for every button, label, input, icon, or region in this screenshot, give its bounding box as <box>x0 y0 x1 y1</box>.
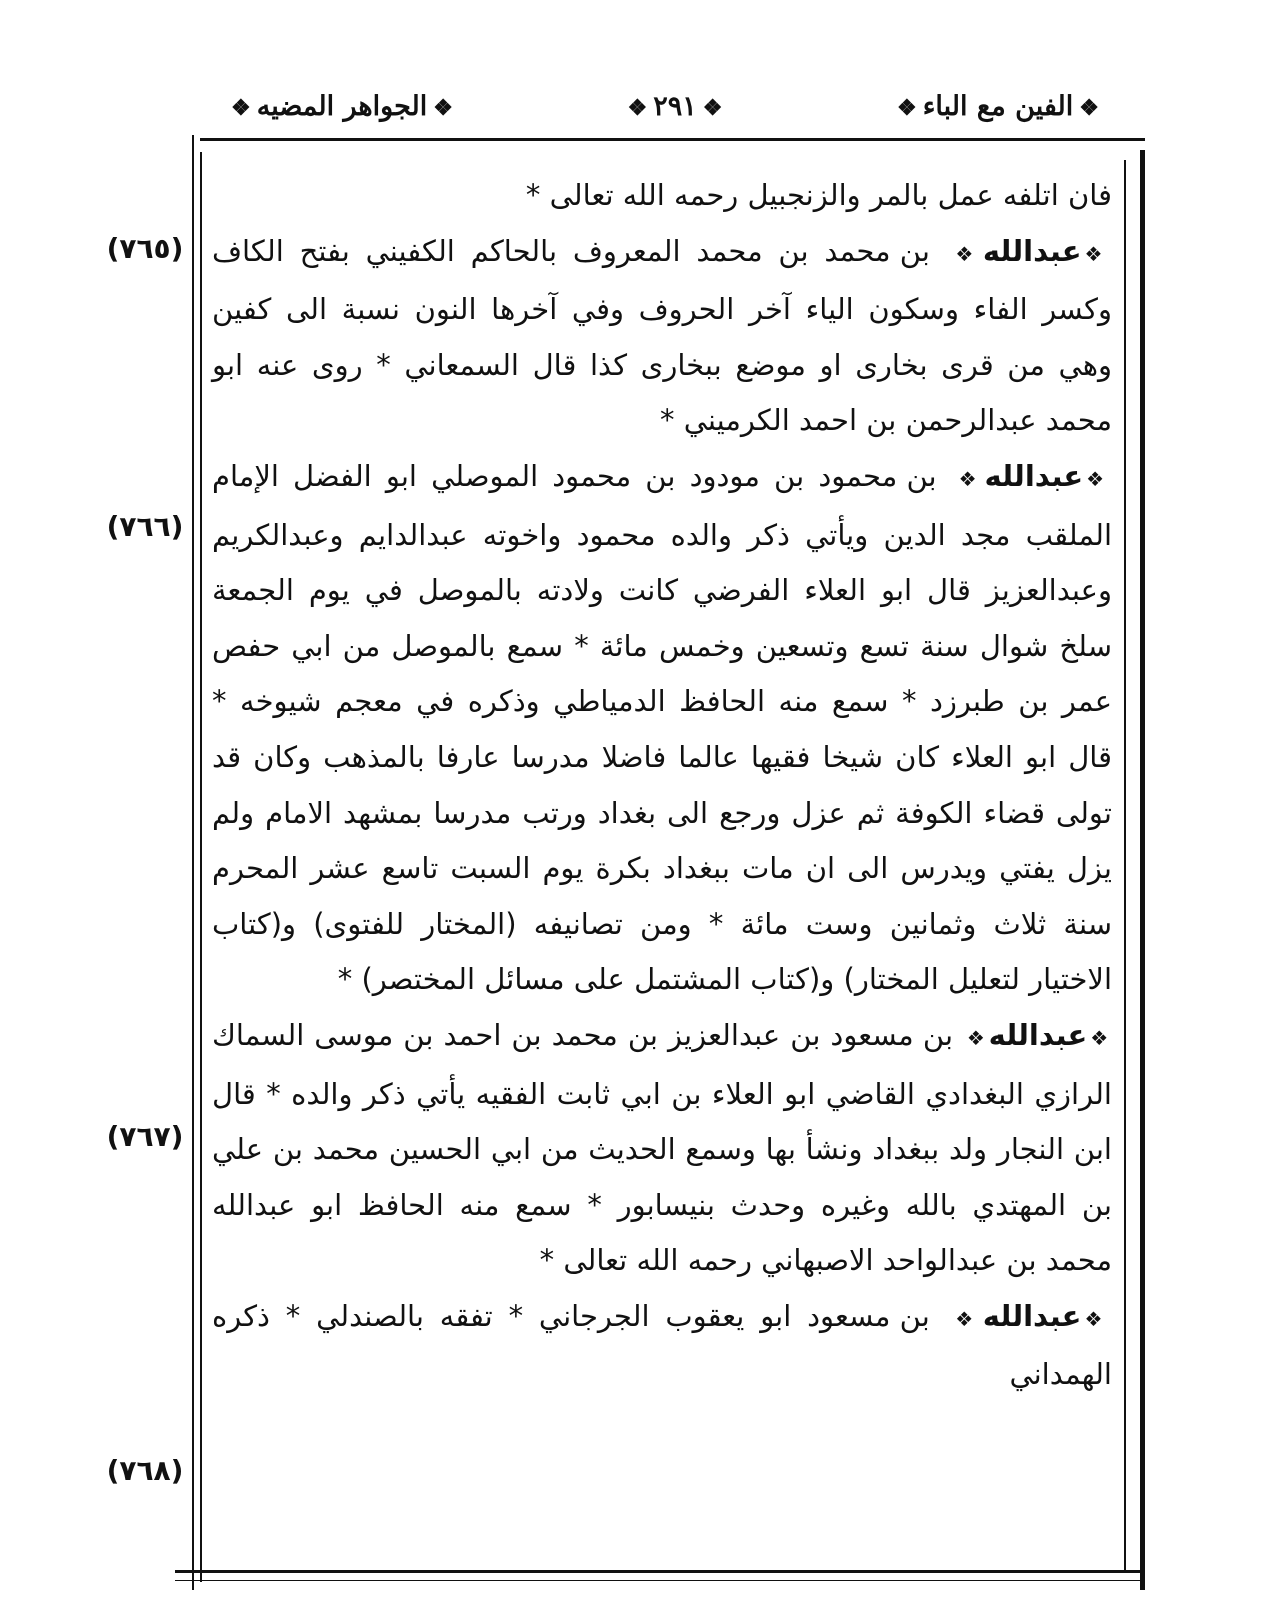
frame-right-inner <box>1124 160 1126 1570</box>
ornament-icon: ❖ <box>948 1306 980 1331</box>
entry-text: بن مسعود بن عبدالعزيز بن محمد بن احمد بن موسى السماك الرازي البغدادي القاضي ابو العلاء بن ابي ثابت الفقيه يأتي ذكر والده * قال ابن النجار ولد ببغداد ونشأ بها وسمع الحديث من ابي الحسين محمد بن علي بن المهتدي بالله وغيره وحدث بنيسابور * سمع منه الحافظ ابو عبدالله محمد بن عبدالواحد الاصبهاني رحمه الله تعالى * <box>212 1017 1112 1278</box>
ornament-icon: ❖ <box>231 94 251 121</box>
entry-number-765: (٧٦٥) <box>106 232 184 265</box>
ornament-icon: ❖ <box>897 94 917 121</box>
header-book-title: ❖الجواهر المضيه❖ <box>225 91 459 122</box>
ornament-icon: ❖ <box>1084 241 1110 266</box>
top-rule <box>200 138 1145 141</box>
frame-right-outer <box>1140 150 1145 1590</box>
ornament-icon: ❖ <box>1090 1025 1109 1050</box>
ornament-icon: ❖ <box>948 241 980 266</box>
ornament-icon: ❖ <box>1084 1306 1109 1331</box>
entry-text: بن مسعود ابو يعقوب الجرجاني * تفقه بالصندلي * ذكره الهمداني <box>212 1298 1112 1392</box>
intro-line: فان اتلفه عمل بالمر والزنجبيل رحمه الله تعالى * <box>525 178 1112 212</box>
ornament-icon: ❖ <box>1086 466 1109 491</box>
entry-768 <box>212 1289 1112 1403</box>
ornament-icon: ❖ <box>966 1025 986 1050</box>
entry-name: ❖عبدالله❖ <box>963 1018 1112 1052</box>
main-text <box>212 168 1112 1403</box>
entry-number-767: (٧٦٧) <box>106 1120 184 1153</box>
entry-767 <box>212 1008 1112 1289</box>
ornament-icon: ❖ <box>953 466 982 491</box>
frame-left-outer <box>192 135 194 1590</box>
entry-766 <box>212 449 1112 1008</box>
bottom-rule <box>175 1570 1145 1573</box>
ornament-icon: ❖ <box>702 94 723 121</box>
entry-number-768: (٧٦٨) <box>106 1454 184 1487</box>
entry-name: ❖عبدالله❖ <box>946 1299 1112 1333</box>
bottom-rule-thin <box>175 1580 1145 1581</box>
ornament-icon: ❖ <box>1079 94 1099 121</box>
entry-number-766: (٧٦٦) <box>106 510 184 543</box>
header-chapter-title: ❖الفين مع الباء❖ <box>891 91 1105 122</box>
entry-name: ❖عبدالله❖ <box>946 234 1112 268</box>
page-number: ❖٢٩١❖ <box>622 91 729 122</box>
frame-left-inner <box>200 152 202 1582</box>
entry-text: بن محمود بن مودود بن محمود الموصلي ابو الفضل الإمام الملقب مجد الدين ويأتي ذكر والده محمود واخوته عبدالدايم وعبدالكريم وعبدالعزيز قال ابو العلاء الفرضي كانت ولادته بالموصل في يوم الجمعة سلخ شوال سنة تسع وتسعين وخمس مائة * سمع بالموصل من ابي حفص عمر بن طبرزد * سمع منه الحافظ الدمياطي وذكره في معجم شيوخه * قال ابو العلاء كان شيخا فقيها عالما فاضلا مدرسا عارفا بالمذهب وكان قد تولى قضاء الكوفة ثم عزل ورجع الى بغداد ورتب مدرسا بمشهد الامام ولم يزل يفتي ويدرس الى ان مات ببغداد بكرة يوم السبت تاسع عشر المحرم سنة ثلاث وثمانين وست مائة * ومن تصانيفه (المختار للفتوى) و(كتاب الاختيار لتعليل المختار) و(كتاب المشتمل على مسائل المختصر) * <box>212 458 1112 997</box>
ornament-icon: ❖ <box>627 94 648 121</box>
page-header <box>225 78 1105 134</box>
entry-text: بن محمد بن محمد المعروف بالحاكم الكفيني بفتح الكاف وكسر الفاء وسكون الياء آخر الحروف وفي آخرها النون نسبة الى كفين وهي من قرى بخارى او موضع ببخارى كذا قال السمعاني * روى عنه ابو محمد عبدالرحمن بن احمد الكرميني * <box>212 233 1112 438</box>
entry-765 <box>212 224 1112 449</box>
ornament-icon: ❖ <box>433 94 454 121</box>
entry-name: ❖عبدالله❖ <box>951 459 1112 493</box>
